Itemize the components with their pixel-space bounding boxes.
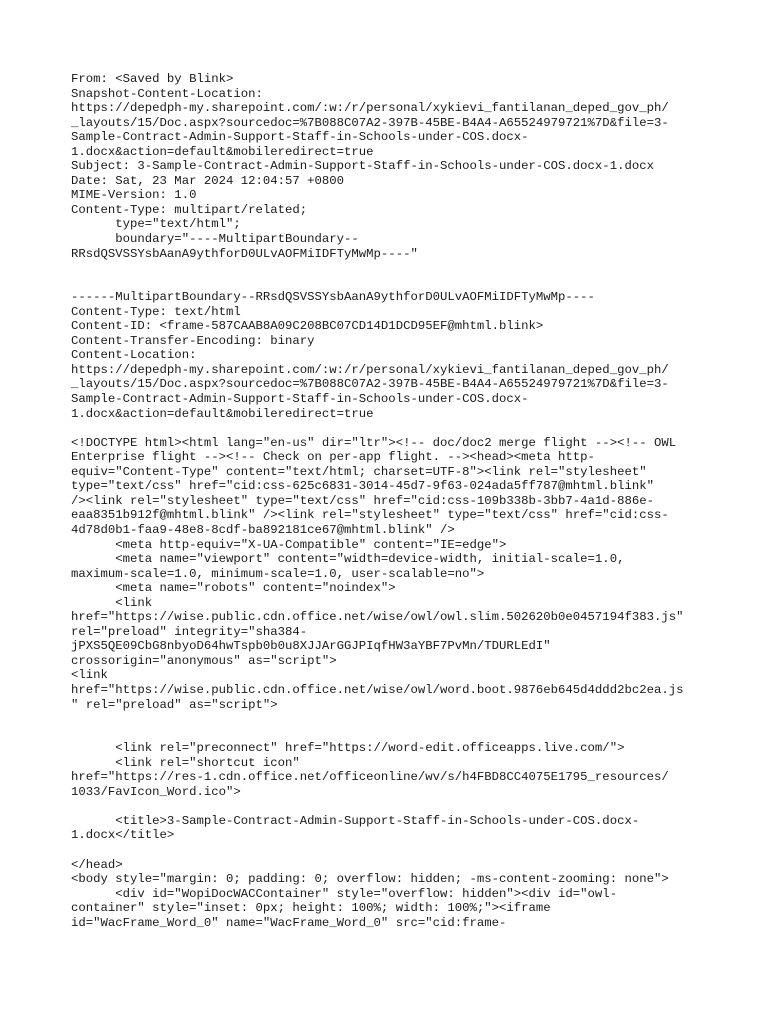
text-line: container" style="inset: 0px; height: 100%; width: 100%;"><iframe xyxy=(71,901,551,916)
text-line: /><link rel="stylesheet" type="text/css" href="cid:css-109b338b-3bb7-4a1d-886e- xyxy=(71,493,654,508)
text-line: boundary="----MultipartBoundary-- xyxy=(71,232,359,247)
text-line: <link xyxy=(71,595,153,610)
text-line: <link xyxy=(71,668,108,683)
text-line: <link rel="shortcut icon" xyxy=(71,755,300,770)
text-line: maximum-scale=1.0, minimum-scale=1.0, user-scalable=no"> xyxy=(71,566,485,581)
text-line: <meta name="robots" content="noindex"> xyxy=(71,581,396,596)
text-line: Content-Type: text/html xyxy=(71,304,241,319)
text-line: https://depedph-my.sharepoint.com/:w:/r/personal/xykievi_fantilanan_deped_gov_ph/ xyxy=(71,362,669,377)
text-line: MIME-Version: 1.0 xyxy=(71,188,197,203)
text-line: jPXS5QE09CbG8nbyoD64hwTspb0b0u8XJJArGGJPIqfHW3aYBF7PvMn/TDURLEdI" xyxy=(71,639,551,654)
text-line: 1.docx</title> xyxy=(71,828,175,843)
text-line: _layouts/15/Doc.aspx?sourcedoc=%7B088C07A2-397B-45BE-B4A4-A65524979721%7D&file=3- xyxy=(71,115,669,130)
text-line: <div id="WopiDocWACContainer" style="overflow: hidden"><div id="owl- xyxy=(71,886,618,901)
text-line: 1.docx&action=default&mobileredirect=true xyxy=(71,144,374,159)
text-line: <title>3-Sample-Contract-Admin-Support-Staff-in-Schools-under-COS.docx- xyxy=(71,813,640,828)
text-line: 4d78d0b1-faa9-48e8-8cdf-ba892181ce67@mhtml.blink" /> xyxy=(71,522,455,537)
text-line: " rel="preload" as="script"> xyxy=(71,697,278,712)
text-line: rel="preload" integrity="sha384- xyxy=(71,624,308,639)
text-line: <meta name="viewport" content="width=device-width, initial-scale=1.0, xyxy=(71,552,625,567)
text-line: From: <Saved by Blink> xyxy=(71,72,234,86)
text-line: ------MultipartBoundary--RRsdQSVSSYsbAanA9ythforD0ULvAOFMiIDFTyMwMp---- xyxy=(71,290,595,305)
blank-line xyxy=(71,276,731,291)
text-line: Content-Transfer-Encoding: binary xyxy=(71,333,315,348)
text-line: href="https://res-1.cdn.office.net/officeonline/wv/s/h4FBD8CC4075E1795_resources/ xyxy=(71,770,669,785)
text-line: type="text/html"; xyxy=(71,217,241,232)
blank-line xyxy=(71,799,731,814)
text-line: Subject: 3-Sample-Contract-Admin-Support-Staff-in-Schools-under-COS.docx-1.docx xyxy=(71,159,654,174)
text-line: equiv="Content-Type" content="text/html; charset=UTF-8"><link rel="stylesheet" xyxy=(71,464,647,479)
text-line: Date: Sat, 23 Mar 2024 12:04:57 +0800 xyxy=(71,173,345,188)
text-line: crossorigin="anonymous" as="script"> xyxy=(71,653,337,668)
text-line: <link rel="preconnect" href="https://word-edit.officeapps.live.com/"> xyxy=(71,741,625,756)
text-line: Enterprise flight --><!-- Check on per-app flight. --><head><meta http- xyxy=(71,450,595,465)
text-line: eaa8351b912f@mhtml.blink" /><link rel="stylesheet" type="text/css" href="cid:css- xyxy=(71,508,669,523)
text-line: 1033/FavIcon_Word.ico"> xyxy=(71,784,241,799)
text-line: type="text/css" href="cid:css-625c6831-3014-45d7-9f63-024ada5ff787@mhtml.blink" xyxy=(71,479,654,494)
blank-line xyxy=(71,843,731,858)
blank-line xyxy=(71,727,731,742)
text-line: Content-ID: <frame-587CAAB8A09C208BC07CD14D1DCD95EF@mhtml.blink> xyxy=(71,319,544,334)
blank-line xyxy=(71,712,731,727)
text-line: 1.docx&action=default&mobileredirect=true xyxy=(71,406,374,421)
text-line: <body style="margin: 0; padding: 0; overflow: hidden; -ms-content-zooming: none"> xyxy=(71,872,669,887)
blank-line xyxy=(71,261,731,276)
text-line: <!DOCTYPE html><html lang="en-us" dir="ltr"><!-- doc/doc2 merge flight --><!-- OWL xyxy=(71,435,677,450)
text-line: Sample-Contract-Admin-Support-Staff-in-Schools-under-COS.docx- xyxy=(71,130,529,145)
text-line: Sample-Contract-Admin-Support-Staff-in-Schools-under-COS.docx- xyxy=(71,392,529,407)
text-line: https://depedph-my.sharepoint.com/:w:/r/personal/xykievi_fantilanan_deped_gov_ph/ xyxy=(71,101,669,116)
document-page xyxy=(71,72,731,930)
text-line: href="https://wise.public.cdn.office.net/wise/owl/owl.slim.502620b0e0457194f383.js" xyxy=(71,610,684,625)
text-line: </head> xyxy=(71,857,123,872)
text-line: Snapshot-Content-Location: xyxy=(71,86,263,101)
text-line: <meta http-equiv="X-UA-Compatible" content="IE=edge"> xyxy=(71,537,507,552)
text-line: href="https://wise.public.cdn.office.net/wise/owl/word.boot.9876eb645d4ddd2bc2ea.js xyxy=(71,682,684,697)
blank-line xyxy=(71,421,731,436)
text-line: id="WacFrame_Word_0" name="WacFrame_Word_0" src="cid:frame- xyxy=(71,915,507,930)
text-line: Content-Location: xyxy=(71,348,197,363)
text-line: _layouts/15/Doc.aspx?sourcedoc=%7B088C07A2-397B-45BE-B4A4-A65524979721%7D&file=3- xyxy=(71,377,669,392)
text-line: Content-Type: multipart/related; xyxy=(71,202,308,217)
text-line: RRsdQSVSSYsbAanA9ythforD0ULvAOFMiIDFTyMwMp----" xyxy=(71,246,418,261)
